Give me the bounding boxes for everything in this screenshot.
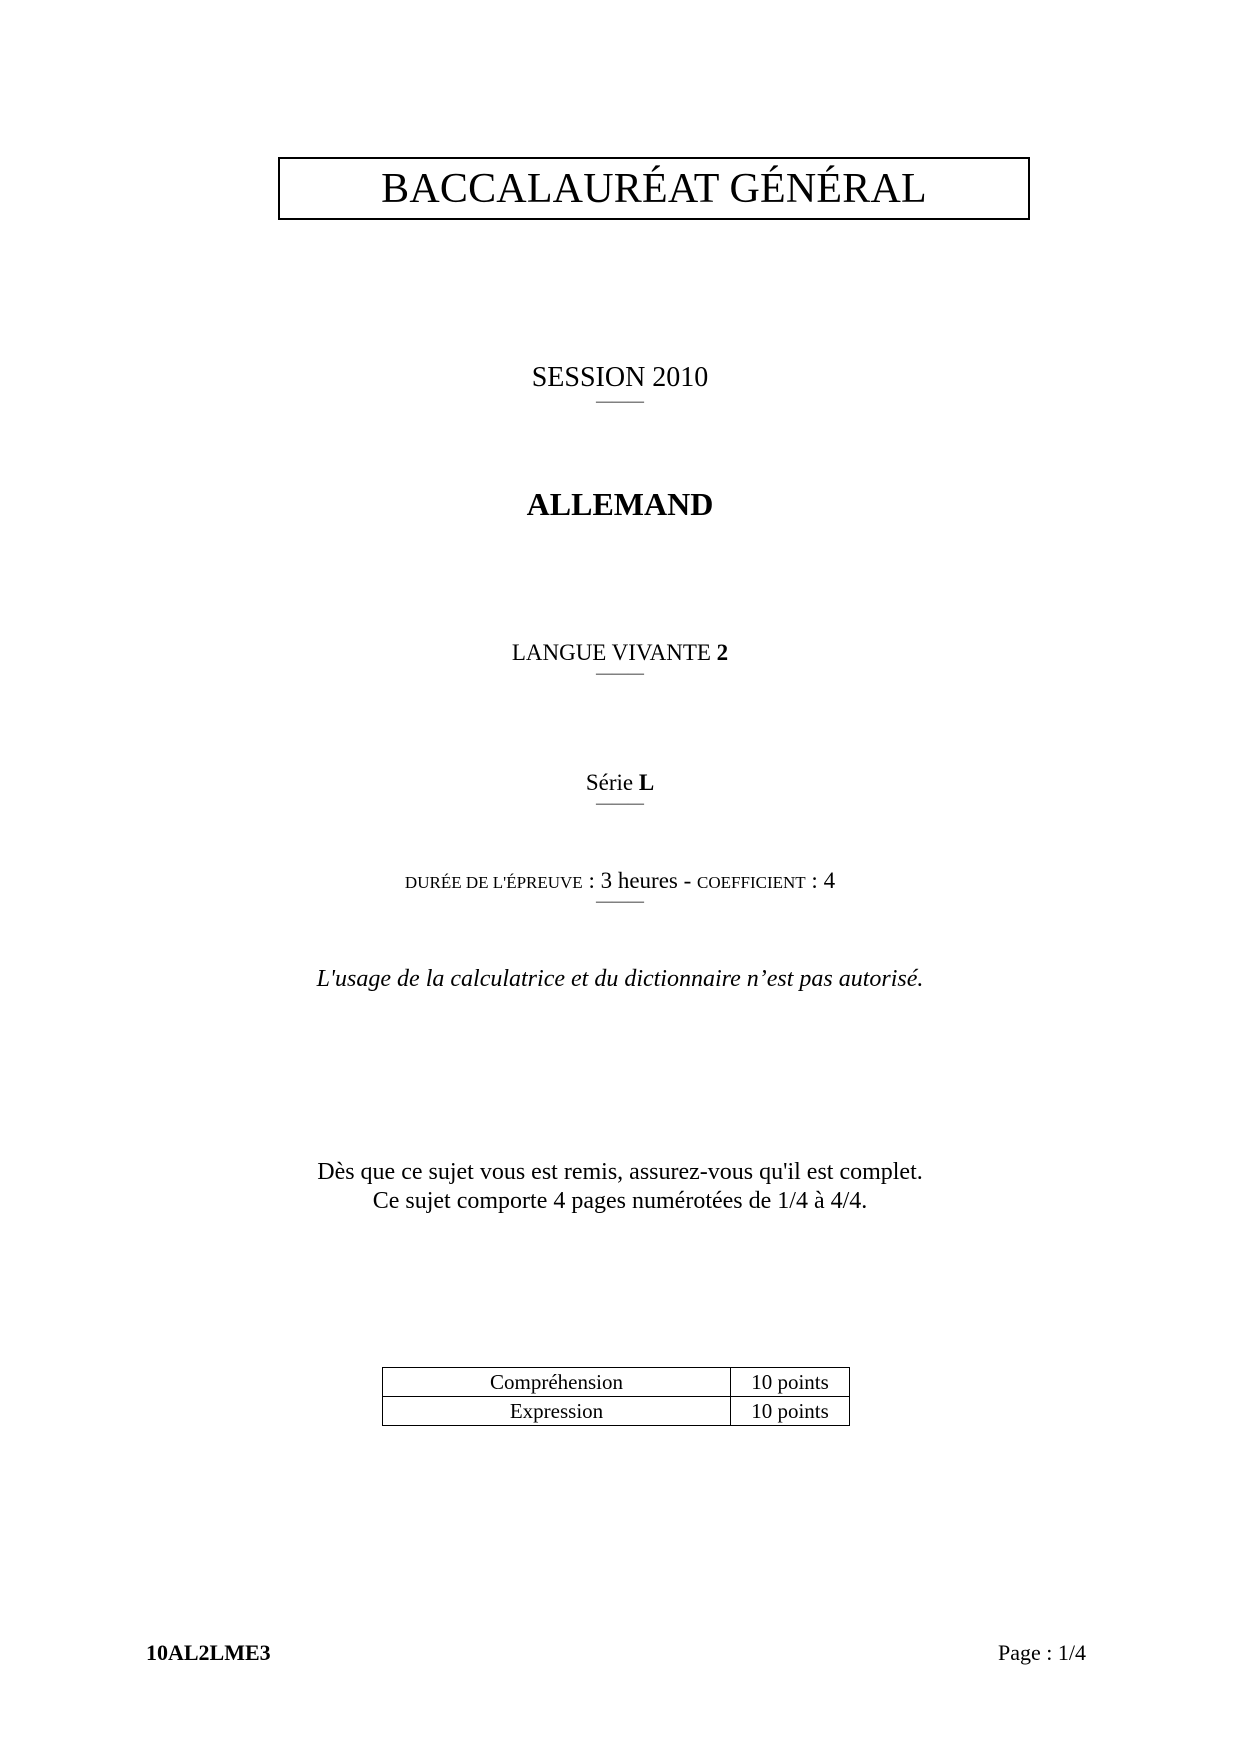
serie-line <box>0 770 1240 796</box>
table-row <box>383 1368 850 1397</box>
exam-code: 10AL2LME3 <box>146 1640 271 1665</box>
duree-value: 3 heures <box>600 868 678 893</box>
serie-block <box>0 770 1240 812</box>
notice-line-1: Dès que ce sujet vous est remis, assurez-vous qu'il est complet. <box>317 1159 923 1185</box>
serie-label: Série <box>585 770 639 795</box>
langue-divider: ——— <box>596 665 644 682</box>
serie-divider: ——— <box>596 795 644 812</box>
session-divider: ——— <box>596 393 644 410</box>
usage-note: L'usage de la calculatrice et du dictionnaire n’est pas autorisé. <box>316 966 924 992</box>
exam-title: BACCALAURÉAT GÉNÉRAL <box>278 157 1030 220</box>
row-label: Expression <box>383 1397 731 1426</box>
duree-divider: ——— <box>596 893 644 910</box>
coefficient-value: 4 <box>823 868 836 893</box>
langue-block <box>0 640 1240 682</box>
coefficient-label: COEFFICIENT <box>697 873 806 892</box>
page-number: Page : 1/4 <box>998 1640 1086 1665</box>
row-label: Compréhension <box>383 1368 731 1397</box>
duree-sep3: : <box>805 868 824 893</box>
duree-sep2: - <box>677 868 698 893</box>
duree-line <box>0 868 1240 894</box>
langue-line <box>0 640 1240 666</box>
notice-line-2: Ce sujet comporte 4 pages numérotées de 1/4 à 4/4. <box>372 1188 868 1214</box>
langue-level: 2 <box>716 640 729 665</box>
duree-sep1: : <box>582 868 601 893</box>
duree-label: DURÉE DE L'ÉPREUVE <box>404 873 583 892</box>
session-block <box>0 362 1240 410</box>
session-label: SESSION 2010 <box>531 362 709 393</box>
row-points: 10 points <box>731 1397 850 1426</box>
points-table <box>382 1367 850 1426</box>
completeness-notice <box>0 1158 1240 1216</box>
row-points: 10 points <box>731 1368 850 1397</box>
subject-title: ALLEMAND <box>526 486 714 522</box>
table-row <box>383 1397 850 1426</box>
duree-block <box>0 868 1240 910</box>
langue-label: LANGUE VIVANTE <box>511 640 717 665</box>
serie-value: L <box>638 770 655 795</box>
